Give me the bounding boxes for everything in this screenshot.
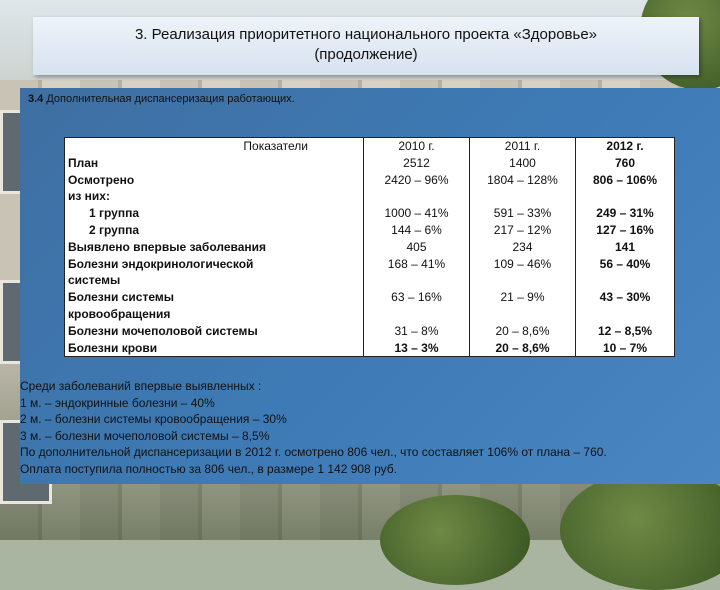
cell-2010: 31 – 8%: [364, 323, 470, 340]
cell-2010: 63 – 16%: [364, 289, 470, 306]
table-row: [65, 172, 675, 189]
slide-title: [33, 17, 699, 75]
cell-2010: 13 – 3%: [364, 340, 470, 357]
row-label: Осмотрено: [65, 172, 364, 189]
cell-2012: 141: [576, 239, 675, 256]
note-line: 2 м. – болезни системы кровообращения – 30%: [20, 412, 287, 427]
cell-2011: 20 – 8,6%: [470, 340, 576, 357]
cell-2011: 591 – 33%: [470, 205, 576, 222]
cell-2011: 234: [470, 239, 576, 256]
cell-2010: 144 – 6%: [364, 222, 470, 239]
content-panel: [20, 88, 720, 484]
note-line: Среди заболеваний впервые выявленных :: [20, 379, 262, 393]
table-row: [65, 272, 675, 289]
background-tree: [380, 495, 530, 585]
table-row: [65, 239, 675, 256]
row-label: Болезни мочеполовой системы: [65, 323, 364, 340]
cell-2012: 806 – 106%: [576, 172, 675, 189]
header-2011: 2011 г.: [470, 138, 576, 155]
background-tree: [560, 470, 720, 590]
row-label: 1 группа: [65, 205, 364, 222]
cell-2012: [576, 188, 675, 205]
section-number: 3.4: [28, 93, 44, 105]
row-label: План: [65, 155, 364, 172]
note-line: 3 м. – болезни мочеполовой системы – 8,5%: [20, 428, 270, 443]
slide-title-line2: (продолжение): [314, 46, 418, 63]
header-2012: 2012 г.: [576, 138, 675, 155]
row-label: 2 группа: [65, 222, 364, 239]
slide-title-line1: 3. Реализация приоритетного национального проекта «Здоровье»: [134, 26, 598, 43]
row-label: Болезни эндокринологической: [65, 256, 364, 273]
cell-2010: 1000 – 41%: [364, 205, 470, 222]
cell-2012: 43 – 30%: [576, 289, 675, 306]
summary-notes: [20, 378, 720, 478]
cell-2011: 109 – 46%: [470, 256, 576, 273]
cell-2012: 127 – 16%: [576, 222, 675, 239]
cell-2012: 760: [576, 155, 675, 172]
cell-2011: [470, 188, 576, 205]
section-title: Дополнительная диспансеризация работающих.: [43, 93, 295, 105]
cell-2011: [470, 306, 576, 323]
table-row: [65, 306, 675, 323]
row-label: Болезни системы: [65, 289, 364, 306]
note-line: По дополнительной диспансеризации в 2012 г. осмотрено 806 чел., что составляет 106% от плана – 760.: [20, 445, 607, 460]
cell-2011: 217 – 12%: [470, 222, 576, 239]
row-label: Болезни крови: [65, 340, 364, 357]
cell-2011: 1400: [470, 155, 576, 172]
row-label: Выявлено впервые заболевания: [65, 239, 364, 256]
table-row: [65, 155, 675, 172]
cell-2012: 10 – 7%: [576, 340, 675, 357]
section-subtitle: [28, 93, 295, 105]
cell-2010: [364, 272, 470, 289]
table-row: [65, 323, 675, 340]
header-indicators: Показатели: [65, 138, 364, 155]
stats-table: [64, 137, 675, 357]
header-2010: 2010 г.: [364, 138, 470, 155]
table-row: [65, 289, 675, 306]
row-label: из них:: [65, 188, 364, 205]
table-row: [65, 256, 675, 273]
table-row: [65, 205, 675, 222]
cell-2012: [576, 272, 675, 289]
note-line: 1 м. – эндокринные болезни – 40%: [20, 395, 215, 410]
cell-2012: 12 – 8,5%: [576, 323, 675, 340]
row-label: системы: [65, 272, 364, 289]
cell-2011: 20 – 8,6%: [470, 323, 576, 340]
table-row: [65, 340, 675, 357]
row-label: кровообращения: [65, 306, 364, 323]
cell-2012: [576, 306, 675, 323]
table-row: [65, 222, 675, 239]
note-line: Оплата поступила полностью за 806 чел., в размере 1 142 908 руб.: [20, 461, 397, 476]
table-header-row: [65, 138, 675, 155]
cell-2010: 405: [364, 239, 470, 256]
cell-2012: 56 – 40%: [576, 256, 675, 273]
table-row: [65, 188, 675, 205]
cell-2010: 2420 – 96%: [364, 172, 470, 189]
cell-2011: 21 – 9%: [470, 289, 576, 306]
cell-2011: 1804 – 128%: [470, 172, 576, 189]
cell-2010: 168 – 41%: [364, 256, 470, 273]
cell-2011: [470, 272, 576, 289]
cell-2012: 249 – 31%: [576, 205, 675, 222]
cell-2010: 2512: [364, 155, 470, 172]
cell-2010: [364, 306, 470, 323]
cell-2010: [364, 188, 470, 205]
